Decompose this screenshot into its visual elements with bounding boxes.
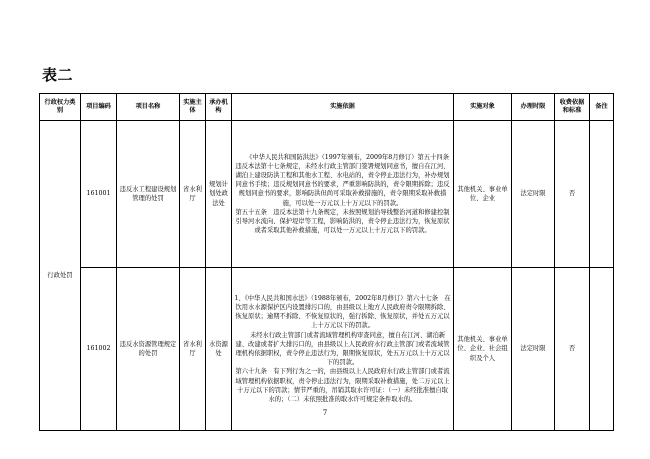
code-cell: 161002 (81, 268, 117, 431)
code-cell: 161001 (81, 121, 117, 268)
header-agency: 承办机构 (206, 94, 232, 121)
header-remark: 备注 (590, 94, 614, 121)
table-title: 表二 (42, 66, 74, 84)
fee-cell: 否 (555, 121, 590, 268)
header-time-limit: 办理时限 (512, 94, 555, 121)
name-cell: 违反水工程建设规划管理的处罚 (117, 121, 180, 268)
header-basis: 实施依据 (232, 94, 454, 121)
subject-cell: 省水利厅 (180, 121, 206, 268)
remark-cell (590, 268, 614, 431)
header-row (40, 94, 614, 121)
header-target: 实施对象 (454, 94, 512, 121)
basis-cell (232, 268, 454, 431)
header-name: 项目名称 (117, 94, 180, 121)
basis-paragraph: 未经水行政主管部门或者流域管理机构审查同意，擅自在江河、湖泊新建、改建或者扩大排污口的，由县级以上人民政府水行政主管部门或者流域管理机构依据职权，责令停止违法行为，限期恢复原状，处五万元以上十万元以下的罚款。 (235, 331, 450, 367)
header-category: 行政权力类别 (40, 94, 81, 121)
target-cell: 其他机关、事业单位、企业、社会组织及个人 (454, 268, 512, 431)
agency-cell: 水资源处 (206, 268, 232, 431)
table-row (40, 121, 614, 268)
page-number: 7 (322, 409, 328, 417)
fee-cell: 否 (555, 268, 590, 431)
basis-paragraph: 第六十九条 有下列行为之一的，由县级以上人民政府水行政主管部门或者流域管理机构依据职权，责令停止违法行为，限期采取补救措施，处二万元以上十万元以下的罚款；情节严重的，吊销其取水许可证：（一）未经批准擅自取水的；（二）未依照批准的取水许可规定条件取水的。 (235, 368, 450, 404)
remark-cell (590, 121, 614, 268)
time-limit-cell: 法定时限 (512, 268, 555, 431)
header-subject: 实施主体 (180, 94, 206, 121)
name-cell: 违反水资源管理规定的处罚 (117, 268, 180, 431)
header-fee: 收费依据和标准 (555, 94, 590, 121)
category-cell: 行政处罚 (40, 121, 81, 431)
target-cell: 其他机关、事业单位、企业 (454, 121, 512, 268)
subject-cell: 省水利厅 (180, 268, 206, 431)
header-code: 项目编码 (81, 94, 117, 121)
agency-cell: 规划计划处政法处 (206, 121, 232, 268)
basis-paragraph: 第五十五条 违反本法第十九条规定，未按照规划治导线整治河道和修建控制引导河水流向、保护堤岸等工程，影响防洪的，责令停止违法行为，恢复原状或者采取其他补救措施，可以处一万元以上十万元以下的罚款。 (235, 208, 450, 235)
basis-cell (232, 121, 454, 268)
power-list-table (39, 93, 614, 431)
time-limit-cell: 法定时限 (512, 121, 555, 268)
basis-paragraph: 《中华人民共和国防洪法》（1997年颁布，2009年8月修订）第五十四条 违反本法第十七条规定，未经水行政主管部门签署规划同意书，擅自在江河、湖泊上建设防洪工程和其他水工程、水电站的，责令停止违法行为，补办规划同意书手续；违反规划同意书的要求，严重影响防洪的，责令限期拆除；违反规划同意书的要求，影响防洪但尚可采取补救措施的，责令限期采取补救措施，可以处一万元以上十万元以下的罚款。 (235, 153, 456, 207)
table-row (40, 268, 614, 431)
basis-paragraph: 1、《中华人民共和国水法》（1988年颁布，2002年8月修订）第六十七条 在饮用水水源保护区内设置排污口的，由县级以上地方人民政府责令限期拆除、恢复原状；逾期不拆除、不恢复原状的，强行拆除、恢复原状，并处五万元以上十万元以下的罚款。 (234, 294, 451, 330)
